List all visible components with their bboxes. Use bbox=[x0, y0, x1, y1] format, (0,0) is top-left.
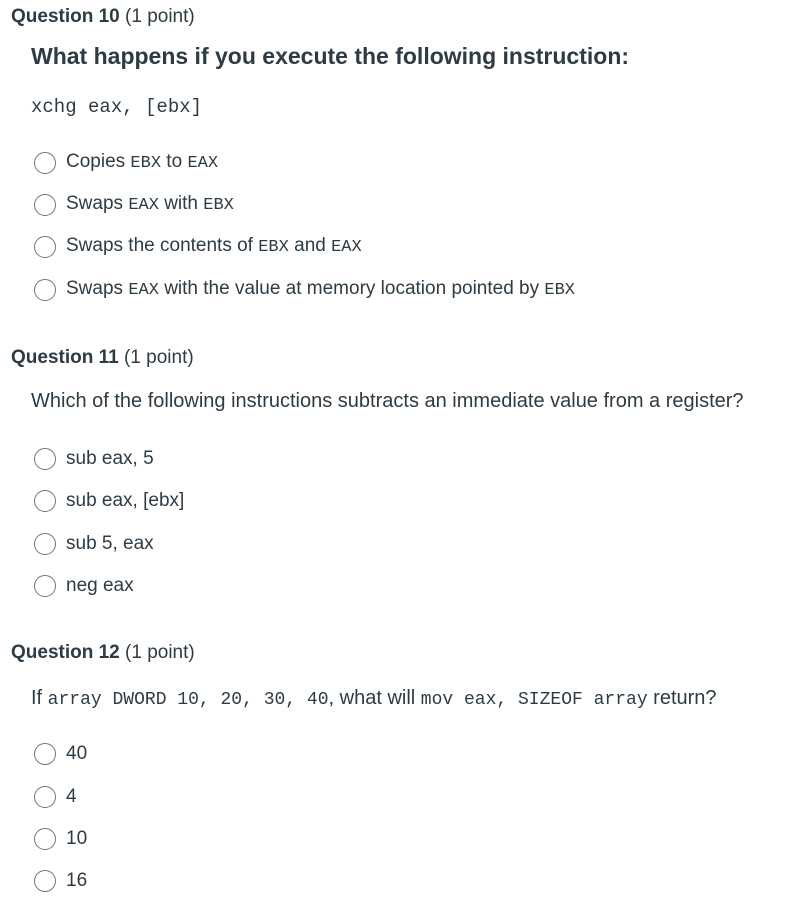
option-label: sub 5, eax bbox=[66, 533, 154, 554]
question-title: Question 10 bbox=[11, 6, 120, 27]
radio-button[interactable] bbox=[34, 870, 56, 892]
q12-option-4[interactable] bbox=[34, 866, 87, 896]
option-label: sub eax, 5 bbox=[66, 448, 154, 469]
question-10-code: xchg eax, [ebx] bbox=[31, 96, 203, 118]
radio-button[interactable] bbox=[34, 828, 56, 850]
question-points: (1 point) bbox=[125, 6, 195, 27]
radio-button[interactable] bbox=[34, 448, 56, 470]
inline-code: array DWORD 10, 20, 30, 40 bbox=[47, 690, 329, 710]
question-points: (1 point) bbox=[125, 642, 195, 663]
inline-code: mov eax, SIZEOF array bbox=[420, 690, 648, 710]
q12-option-3[interactable] bbox=[34, 824, 87, 854]
option-label: Swaps the contents of EBX and EAX bbox=[66, 235, 362, 257]
q11-option-2[interactable] bbox=[34, 486, 184, 516]
radio-button[interactable] bbox=[34, 743, 56, 765]
radio-button[interactable] bbox=[34, 490, 56, 512]
option-label: 4 bbox=[66, 786, 77, 807]
q12-option-1[interactable] bbox=[34, 739, 87, 769]
question-10-header bbox=[11, 5, 195, 29]
q10-option-3[interactable] bbox=[34, 232, 362, 262]
question-12-prompt: If array DWORD 10, 20, 30, 40, what will mov eax, SIZEOF array return? bbox=[31, 687, 717, 710]
q12-option-2[interactable] bbox=[34, 782, 77, 812]
option-label: Swaps EAX with the value at memory location pointed by EBX bbox=[66, 278, 576, 300]
question-11-header bbox=[11, 346, 194, 370]
question-12-header bbox=[11, 641, 195, 665]
question-title: Question 11 bbox=[11, 347, 119, 368]
question-10-prompt: What happens if you execute the following instruction: bbox=[31, 43, 630, 69]
question-points: (1 point) bbox=[123, 347, 194, 368]
radio-button[interactable] bbox=[34, 279, 56, 301]
radio-button[interactable] bbox=[34, 786, 56, 808]
question-11-prompt: Which of the following instructions subtracts an immediate value from a register? bbox=[31, 390, 744, 412]
option-label: Copies EBX to EAX bbox=[66, 151, 219, 173]
option-label: 40 bbox=[66, 743, 88, 764]
q10-option-4[interactable] bbox=[34, 275, 575, 305]
q10-option-1[interactable] bbox=[34, 148, 218, 178]
radio-button[interactable] bbox=[34, 236, 56, 258]
option-label: Swaps EAX with EBX bbox=[66, 193, 234, 215]
option-label: 10 bbox=[66, 828, 88, 849]
option-label: neg eax bbox=[66, 575, 134, 596]
question-title: Question 12 bbox=[11, 642, 120, 663]
q11-option-4[interactable] bbox=[34, 571, 134, 601]
option-label: sub eax, [ebx] bbox=[66, 490, 185, 511]
radio-button[interactable] bbox=[34, 152, 56, 174]
q11-option-3[interactable] bbox=[34, 529, 154, 559]
radio-button[interactable] bbox=[34, 533, 56, 555]
q10-option-2[interactable] bbox=[34, 190, 234, 220]
radio-button[interactable] bbox=[34, 575, 56, 597]
radio-button[interactable] bbox=[34, 194, 56, 216]
option-label: 16 bbox=[66, 870, 88, 891]
q11-option-1[interactable] bbox=[34, 444, 154, 474]
